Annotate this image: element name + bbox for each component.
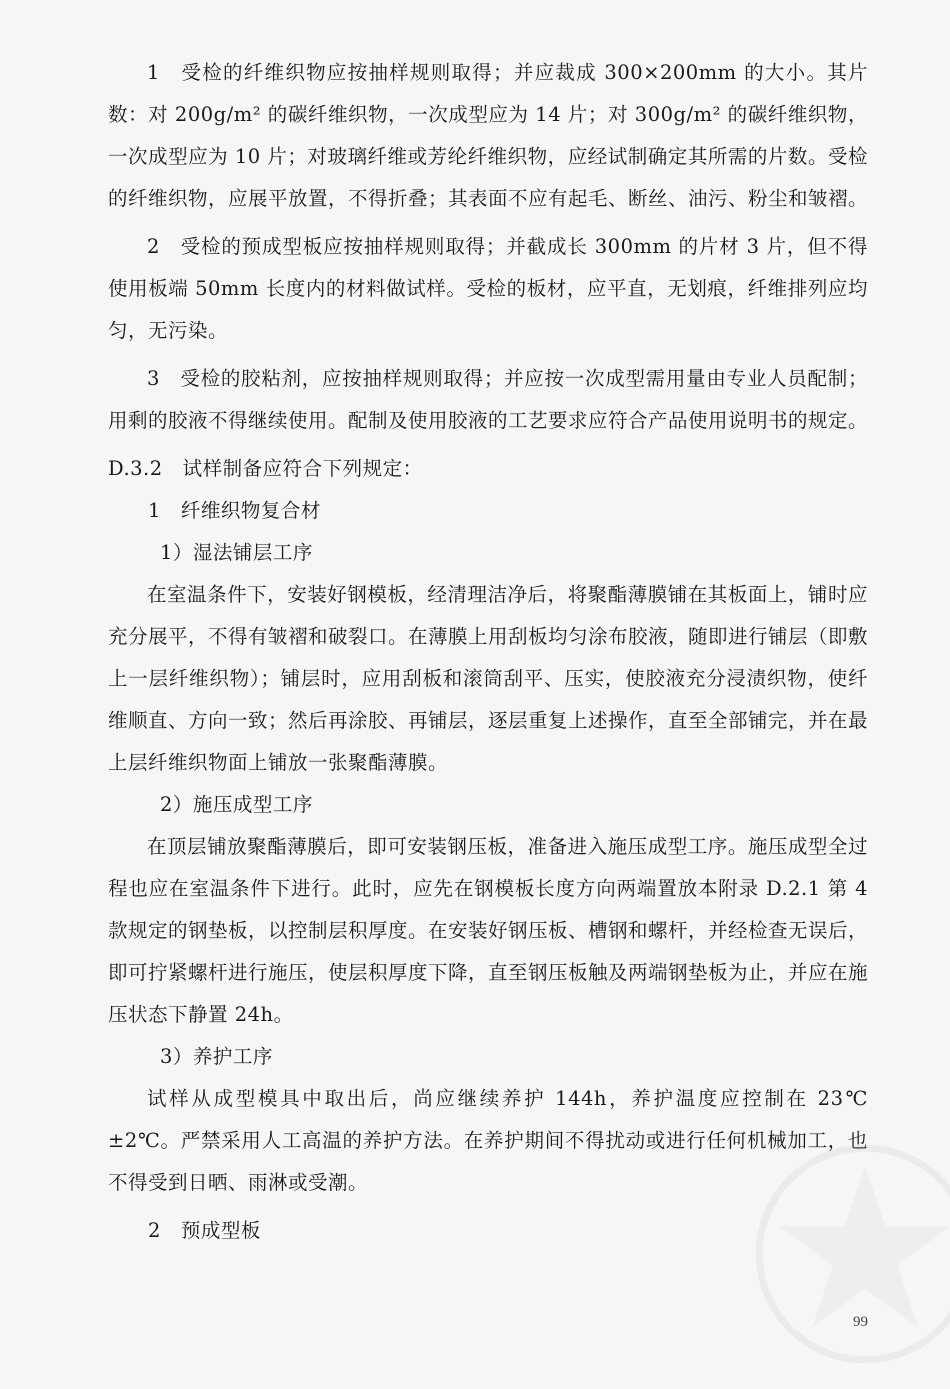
step-heading-wet-layup: 1）湿法铺层工序 [160, 541, 313, 564]
paragraph-press-forming: 在顶层铺放聚酯薄膜后，即可安装钢压板，准备进入施压成型工序。施压成型全过程也应在室温条件下进行。此时，应先在钢模板长度方向两端置放本附录 D.2.1 第 4 款规定的钢垫板，以控制层积厚度。在安装好钢压板、槽钢和螺杆，并经检查无误后，即可拧紧螺杆进行施压，使层积厚度下降，直至钢压板触及两端钢垫板为止，并应在施压状态下静置 24h。 [108, 835, 869, 1026]
step-heading-curing: 3）养护工序 [160, 1045, 273, 1068]
paragraph-curing: 试样从成型模具中取出后，尚应继续养护 144h，养护温度应控制在 23℃±2℃。严禁采用人工高温的养护方法。在养护期间不得扰动或进行任何机械加工，也不得受到日晒、雨淋或受潮。 [108, 1087, 868, 1194]
paragraph-item-3: 3 受检的胶粘剂，应按抽样规则取得；并应按一次成型需用量由专业人员配制；用剩的胶液不得继续使用。配制及使用胶液的工艺要求应符合产品使用说明书的规定。 [108, 367, 869, 432]
paragraph-item-2: 2 受检的预成型板应按抽样规则取得；并截成长 300mm 的片材 3 片，但不得使用板端 50mm 长度内的材料做试样。受检的板材，应平直，无划痕，纤维排列应均匀，无污染。 [108, 235, 868, 342]
section-heading-d32: D.3.2 试样制备应符合下列规定： [108, 457, 423, 480]
page-number: 99 [853, 1314, 868, 1330]
subsection-heading-fiber-composite: 1 纤维织物复合材 [148, 499, 321, 522]
paragraph-wet-layup: 在室温条件下，安装好钢模板，经清理洁净后，将聚酯薄膜铺在其板面上，铺时应充分展平，不得有皱褶和破裂口。在薄膜上用刮板均匀涂布胶液，随即进行铺层（即敷上一层纤维织物）；铺层时，应用刮板和滚筒刮平、压实，使胶液充分浸渍织物，使纤维顺直、方向一致；然后再涂胶、再铺层，逐层重复上述操作，直至全部铺完，并在最上层纤维织物面上铺放一张聚酯薄膜。 [108, 583, 869, 774]
step-heading-press-forming: 2）施压成型工序 [160, 793, 313, 816]
watermark-star-icon [750, 1139, 950, 1369]
paragraph-item-1: 1 受检的纤维织物应按抽样规则取得；并应裁成 300×200mm 的大小。其片数：对 200g/m² 的碳纤维织物，一次成型应为 14 片；对 300g/m² 的碳纤维织物，一次成型应为 10 片；对玻璃纤维或芳纶纤维织物，应经试制确定其所需的片数。受检的纤维织物，应展平放置，不得折叠；其表面不应有起毛、断丝、油污、粉尘和皱褶。 [108, 61, 869, 210]
subsection-heading-preformed-plate: 2 预成型板 [148, 1219, 261, 1242]
document-body [108, 52, 868, 1252]
